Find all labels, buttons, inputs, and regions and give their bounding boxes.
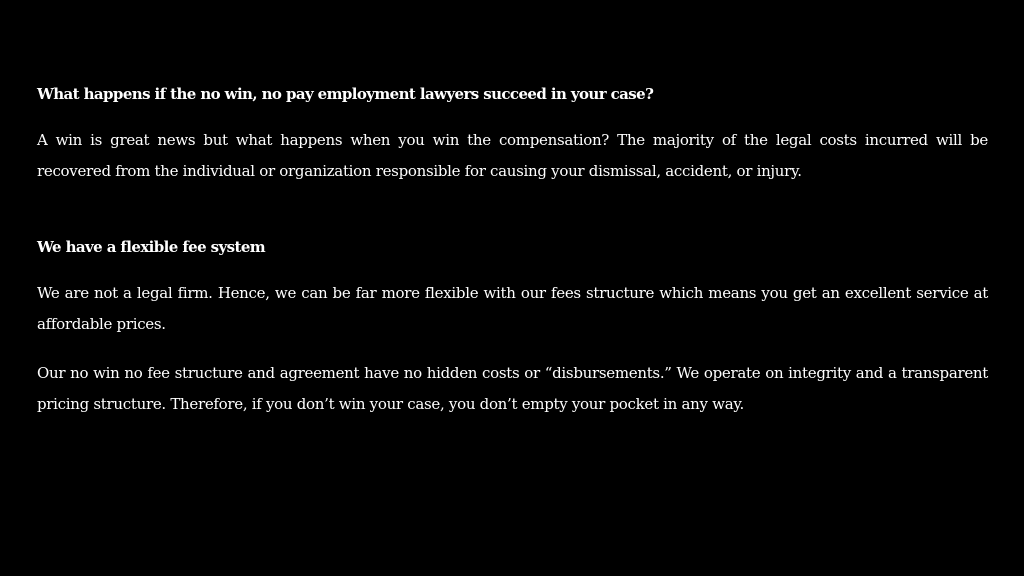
heading-flexible-fee: We have a flexible fee system	[37, 238, 266, 256]
slide-content	[37, 80, 988, 420]
paragraph-win-compensation: A win is great news but what happens when you win the compensation? The majority of the legal costs incurred will be recovered from the individual or organization responsible for causing your dismissal, accident, or injury.	[37, 131, 988, 180]
paragraph-no-hidden-costs: Our no win no fee structure and agreement have no hidden costs or “disbursements.” We operate on integrity and a transparent pricing structure. Therefore, if you don’t win your case, you don’t empty your pocket in any way.	[37, 364, 988, 413]
heading-no-win-success: What happens if the no win, no pay employment lawyers succeed in your case?	[37, 85, 654, 103]
paragraph-not-legal-firm: We are not a legal firm. Hence, we can be far more flexible with our fees structure which means you get an excellent service at affordable prices.	[37, 284, 988, 333]
